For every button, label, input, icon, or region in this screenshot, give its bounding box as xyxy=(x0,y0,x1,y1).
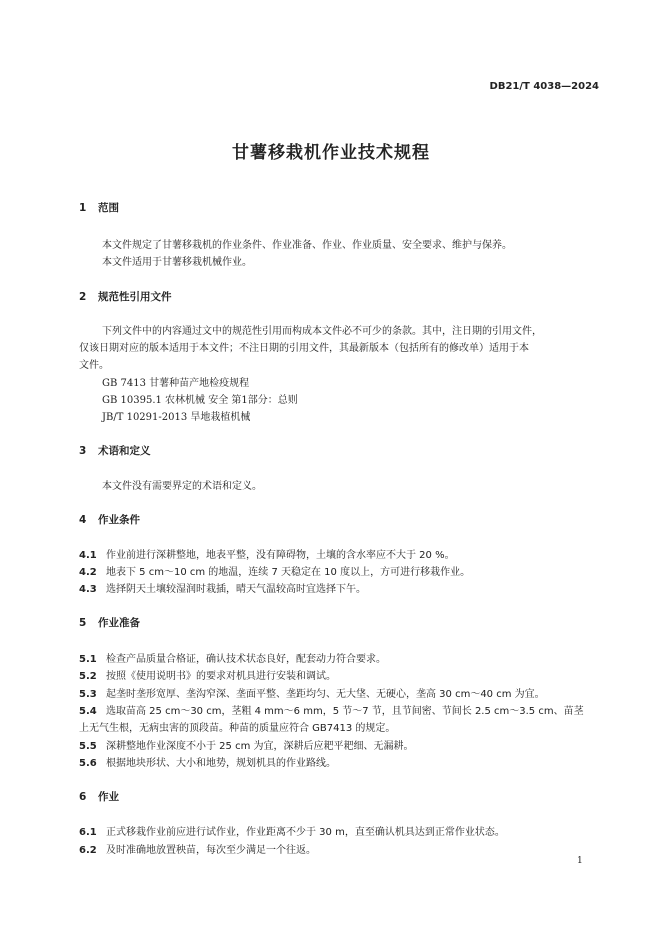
clause-text: 及时准确地放置秧苗，每次至少满足一个往返。 xyxy=(106,845,316,856)
section-heading-terms xyxy=(79,443,151,458)
clause-text: 正式移栽作业前应进行试作业，作业距离不少于 30 m，直至确认机具达到正常作业状态。 xyxy=(106,827,505,838)
section-number: 3 xyxy=(79,445,87,457)
section-number: 1 xyxy=(79,202,87,214)
paragraph: 本文件没有需要界定的术语和定义。 xyxy=(102,481,262,492)
clause-text: 深耕整地作业深度不小于 25 cm 为宜，深耕后应耙平耙细、无漏耕。 xyxy=(106,741,414,752)
section-heading-conditions xyxy=(79,512,140,527)
section-number: 5 xyxy=(79,617,87,629)
clause-5-4 xyxy=(79,702,584,717)
clause-5-2 xyxy=(79,667,336,682)
section-title: 规范性引用文件 xyxy=(98,291,172,303)
document-number: DB21/T 4038—2024 xyxy=(489,81,599,92)
section-heading-scope xyxy=(79,200,119,215)
page-number: 1 xyxy=(577,856,583,866)
paragraph: 本文件规定了甘薯移栽机的作业条件、作业准备、作业、作业质量、安全要求、维护与保养。 xyxy=(102,240,512,251)
paragraph: 文件。 xyxy=(79,360,109,371)
clause-number: 6.1 xyxy=(79,827,97,838)
paragraph: 仅该日期对应的版本适用于本文件；不注日期的引用文件，其最新版本（包括所有的修改单）适用于本 xyxy=(79,343,529,354)
paragraph: 本文件适用于甘薯移栽机械作业。 xyxy=(102,257,252,268)
clause-6-1 xyxy=(79,823,505,838)
section-number: 2 xyxy=(79,291,87,303)
clause-5-6 xyxy=(79,754,336,769)
paragraph: 下列文件中的内容通过文中的规范性引用而构成本文件必不可少的条款。其中，注日期的引用文件， xyxy=(102,326,542,337)
page-title: 甘薯移栽机作业技术规程 xyxy=(232,143,430,163)
clause-number: 5.1 xyxy=(79,654,97,665)
clause-text: 检查产品质量合格证，确认技术状态良好，配套动力符合要求。 xyxy=(106,654,386,665)
clause-number: 5.5 xyxy=(79,741,97,752)
clause-number: 6.2 xyxy=(79,845,97,856)
clause-text: 作业前进行深耕整地，地表平整，没有障碍物，土壤的含水率应不大于 20 %。 xyxy=(106,550,455,561)
clause-5-3 xyxy=(79,685,545,700)
reference-item: GB 10395.1 农林机械 安全 第1部分：总则 xyxy=(102,395,298,406)
clause-5-4-continued: 上无气生根，无病虫害的顶段苗。种苗的质量应符合 GB7413 的规定。 xyxy=(79,723,396,734)
reference-item: JB/T 10291-2013 旱地栽植机械 xyxy=(102,412,251,423)
clause-text: 起垄时垄形宽厚、垄沟窄深、垄面平整、垄距均匀、无大垡、无硬心，垄高 30 cm～40 cm 为宜。 xyxy=(106,689,545,700)
clause-number: 4.2 xyxy=(79,567,97,578)
clause-number: 5.3 xyxy=(79,689,97,700)
clause-text: 地表下 5 cm～10 cm 的地温，连续 7 天稳定在 10 度以上，方可进行移栽作业。 xyxy=(106,567,471,578)
clause-4-3 xyxy=(79,580,366,595)
clause-4-1 xyxy=(79,546,455,561)
section-title: 作业 xyxy=(98,791,119,803)
clause-4-2 xyxy=(79,563,470,578)
clause-5-5 xyxy=(79,737,414,752)
section-number: 4 xyxy=(79,514,87,526)
clause-text: 根据地块形状、大小和地势，规划机具的作业路线。 xyxy=(106,758,336,769)
clause-number: 5.6 xyxy=(79,758,97,769)
clause-number: 4.1 xyxy=(79,550,97,561)
clause-number: 5.4 xyxy=(79,706,97,717)
reference-item: GB 7413 甘薯种苗产地检疫规程 xyxy=(102,378,250,389)
clause-text: 选择阴天土壤较湿润时栽插，晴天气温较高时宜选择下午。 xyxy=(106,584,366,595)
section-title: 作业准备 xyxy=(98,617,140,629)
section-heading-normative-references xyxy=(79,289,172,304)
clause-number: 5.2 xyxy=(79,671,97,682)
section-title: 范围 xyxy=(98,202,119,214)
clause-text: 选取苗高 25 cm～30 cm，茎粗 4 mm～6 mm，5 节～7 节，且节间密、节间长 2.5 cm～3.5 cm、苗茎 xyxy=(106,706,584,717)
clause-text: 按照《使用说明书》的要求对机具进行安装和调试。 xyxy=(106,671,336,682)
section-number: 6 xyxy=(79,791,87,803)
section-heading-operation xyxy=(79,789,119,804)
clause-number: 4.3 xyxy=(79,584,97,595)
section-title: 作业条件 xyxy=(98,514,140,526)
clause-5-1 xyxy=(79,650,386,665)
clause-6-2 xyxy=(79,841,316,856)
section-title: 术语和定义 xyxy=(98,445,151,457)
section-heading-preparation xyxy=(79,615,140,630)
